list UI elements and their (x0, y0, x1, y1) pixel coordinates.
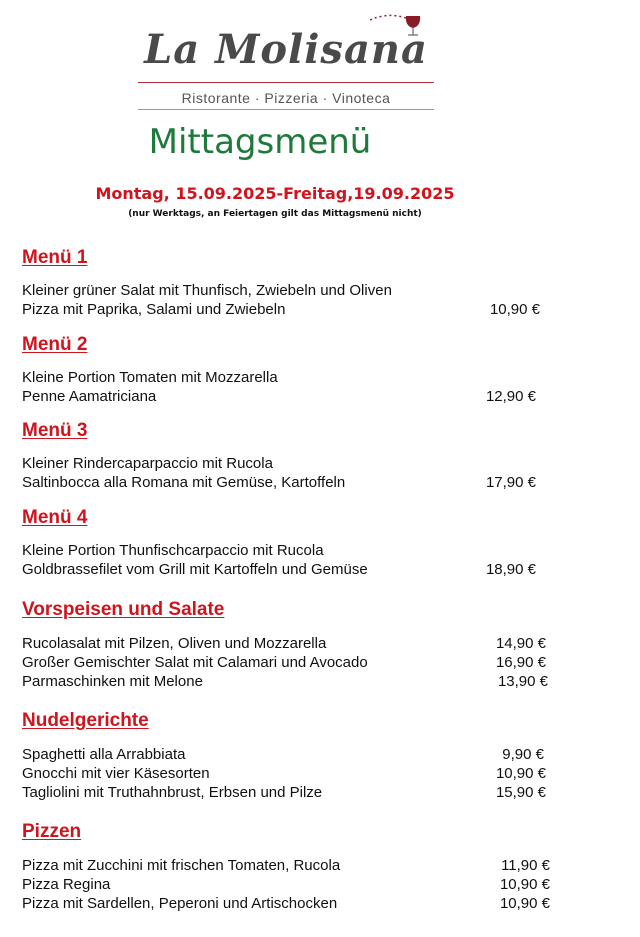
section-pasta (22, 710, 582, 802)
menu-item-row (22, 454, 582, 473)
menu-item-row (22, 560, 582, 579)
section-heading: Menü 3 (22, 420, 88, 441)
menu-item-row (22, 783, 582, 802)
menu-item-row (22, 300, 582, 319)
logo-tagline: Ristorante · Pizzeria · Vinoteca (181, 90, 391, 106)
section-menu-3 (22, 420, 582, 492)
section-heading: Pizzen (22, 821, 82, 842)
item-price: 10,90 € (499, 876, 550, 893)
menu-item-row (22, 875, 582, 894)
menu-item-row (22, 634, 582, 653)
item-name: Pizza mit Zucchini mit frischen Tomaten, Rucola (22, 857, 341, 874)
menu-item-row (22, 672, 582, 691)
item-price: 17,90 € (485, 474, 536, 491)
page-title: Mittagsmenü (148, 122, 372, 162)
restaurant-logo (138, 12, 434, 106)
menu-item-row (22, 856, 582, 875)
item-price: 14,90 € (495, 635, 546, 652)
item-name: Penne Aamatriciana (22, 388, 157, 405)
section-starters-salads (22, 599, 582, 691)
logo-name: La Molisana (144, 26, 428, 73)
item-name: Tagliolini mit Truthahnbrust, Erbsen und Pilze (22, 784, 323, 801)
item-name: Großer Gemischter Salat mit Calamari und Avocado (22, 654, 368, 671)
weekday-note: (nur Werktags, an Feiertagen gilt das Mittagsmenü nicht) (128, 209, 422, 219)
menu-item-row (22, 541, 582, 560)
item-price: 11,90 € (501, 857, 550, 874)
item-name: Pizza mit Paprika, Salami und Zwiebeln (22, 301, 286, 318)
item-price: 10,90 € (499, 895, 550, 912)
menu-item-row (22, 745, 582, 764)
section-menu-2 (22, 334, 582, 406)
item-price: 12,90 € (485, 388, 536, 405)
item-name: Kleiner Rindercaparpaccio mit Rucola (22, 455, 273, 472)
item-price: 16,90 € (495, 654, 546, 671)
menu-item-row (22, 764, 582, 783)
item-name: Gnocchi mit vier Käsesorten (22, 765, 210, 782)
date-range: Montag, 15.09.2025-Freitag,19.09.2025 (95, 184, 455, 203)
item-name: Kleiner grüner Salat mit Thunfisch, Zwiebeln und Oliven (22, 282, 392, 299)
logo-divider (138, 82, 434, 83)
menu-item-row (22, 653, 582, 672)
item-price: 15,90 € (495, 784, 546, 801)
menu-item-row (22, 473, 582, 492)
item-price: 18,90 € (485, 561, 536, 578)
menu-item-row (22, 281, 582, 300)
item-name: Kleine Portion Tomaten mit Mozzarella (22, 369, 278, 386)
item-price: 9,90 € (502, 746, 544, 763)
item-name: Pizza mit Sardellen, Peperoni und Artischocken (22, 895, 338, 912)
item-price: 10,90 € (489, 301, 540, 318)
section-heading: Vorspeisen und Salate (22, 599, 225, 620)
item-price: 10,90 € (495, 765, 546, 782)
item-price: 13,90 € (497, 673, 548, 690)
section-heading: Menü 2 (22, 334, 88, 355)
item-name: Saltinbocca alla Romana mit Gemüse, Kartoffeln (22, 474, 346, 491)
item-name: Pizza Regina (22, 876, 111, 893)
item-name: Parmaschinken mit Melone (22, 673, 203, 690)
section-menu-1 (22, 247, 582, 319)
item-name: Goldbrassefilet vom Grill mit Kartoffeln und Gemüse (22, 561, 368, 578)
section-heading: Menü 1 (22, 247, 88, 268)
section-menu-4 (22, 507, 582, 579)
logo-divider-bottom (138, 109, 434, 110)
menu-item-row (22, 894, 582, 913)
section-heading: Nudelgerichte (22, 710, 149, 731)
section-pizza (22, 821, 582, 913)
item-name: Rucolasalat mit Pilzen, Oliven und Mozzarella (22, 635, 327, 652)
item-name: Spaghetti alla Arrabbiata (22, 746, 186, 763)
item-name: Kleine Portion Thunfischcarpaccio mit Rucola (22, 542, 324, 559)
menu-item-row (22, 387, 582, 406)
menu-item-row (22, 368, 582, 387)
section-heading: Menü 4 (22, 507, 88, 528)
